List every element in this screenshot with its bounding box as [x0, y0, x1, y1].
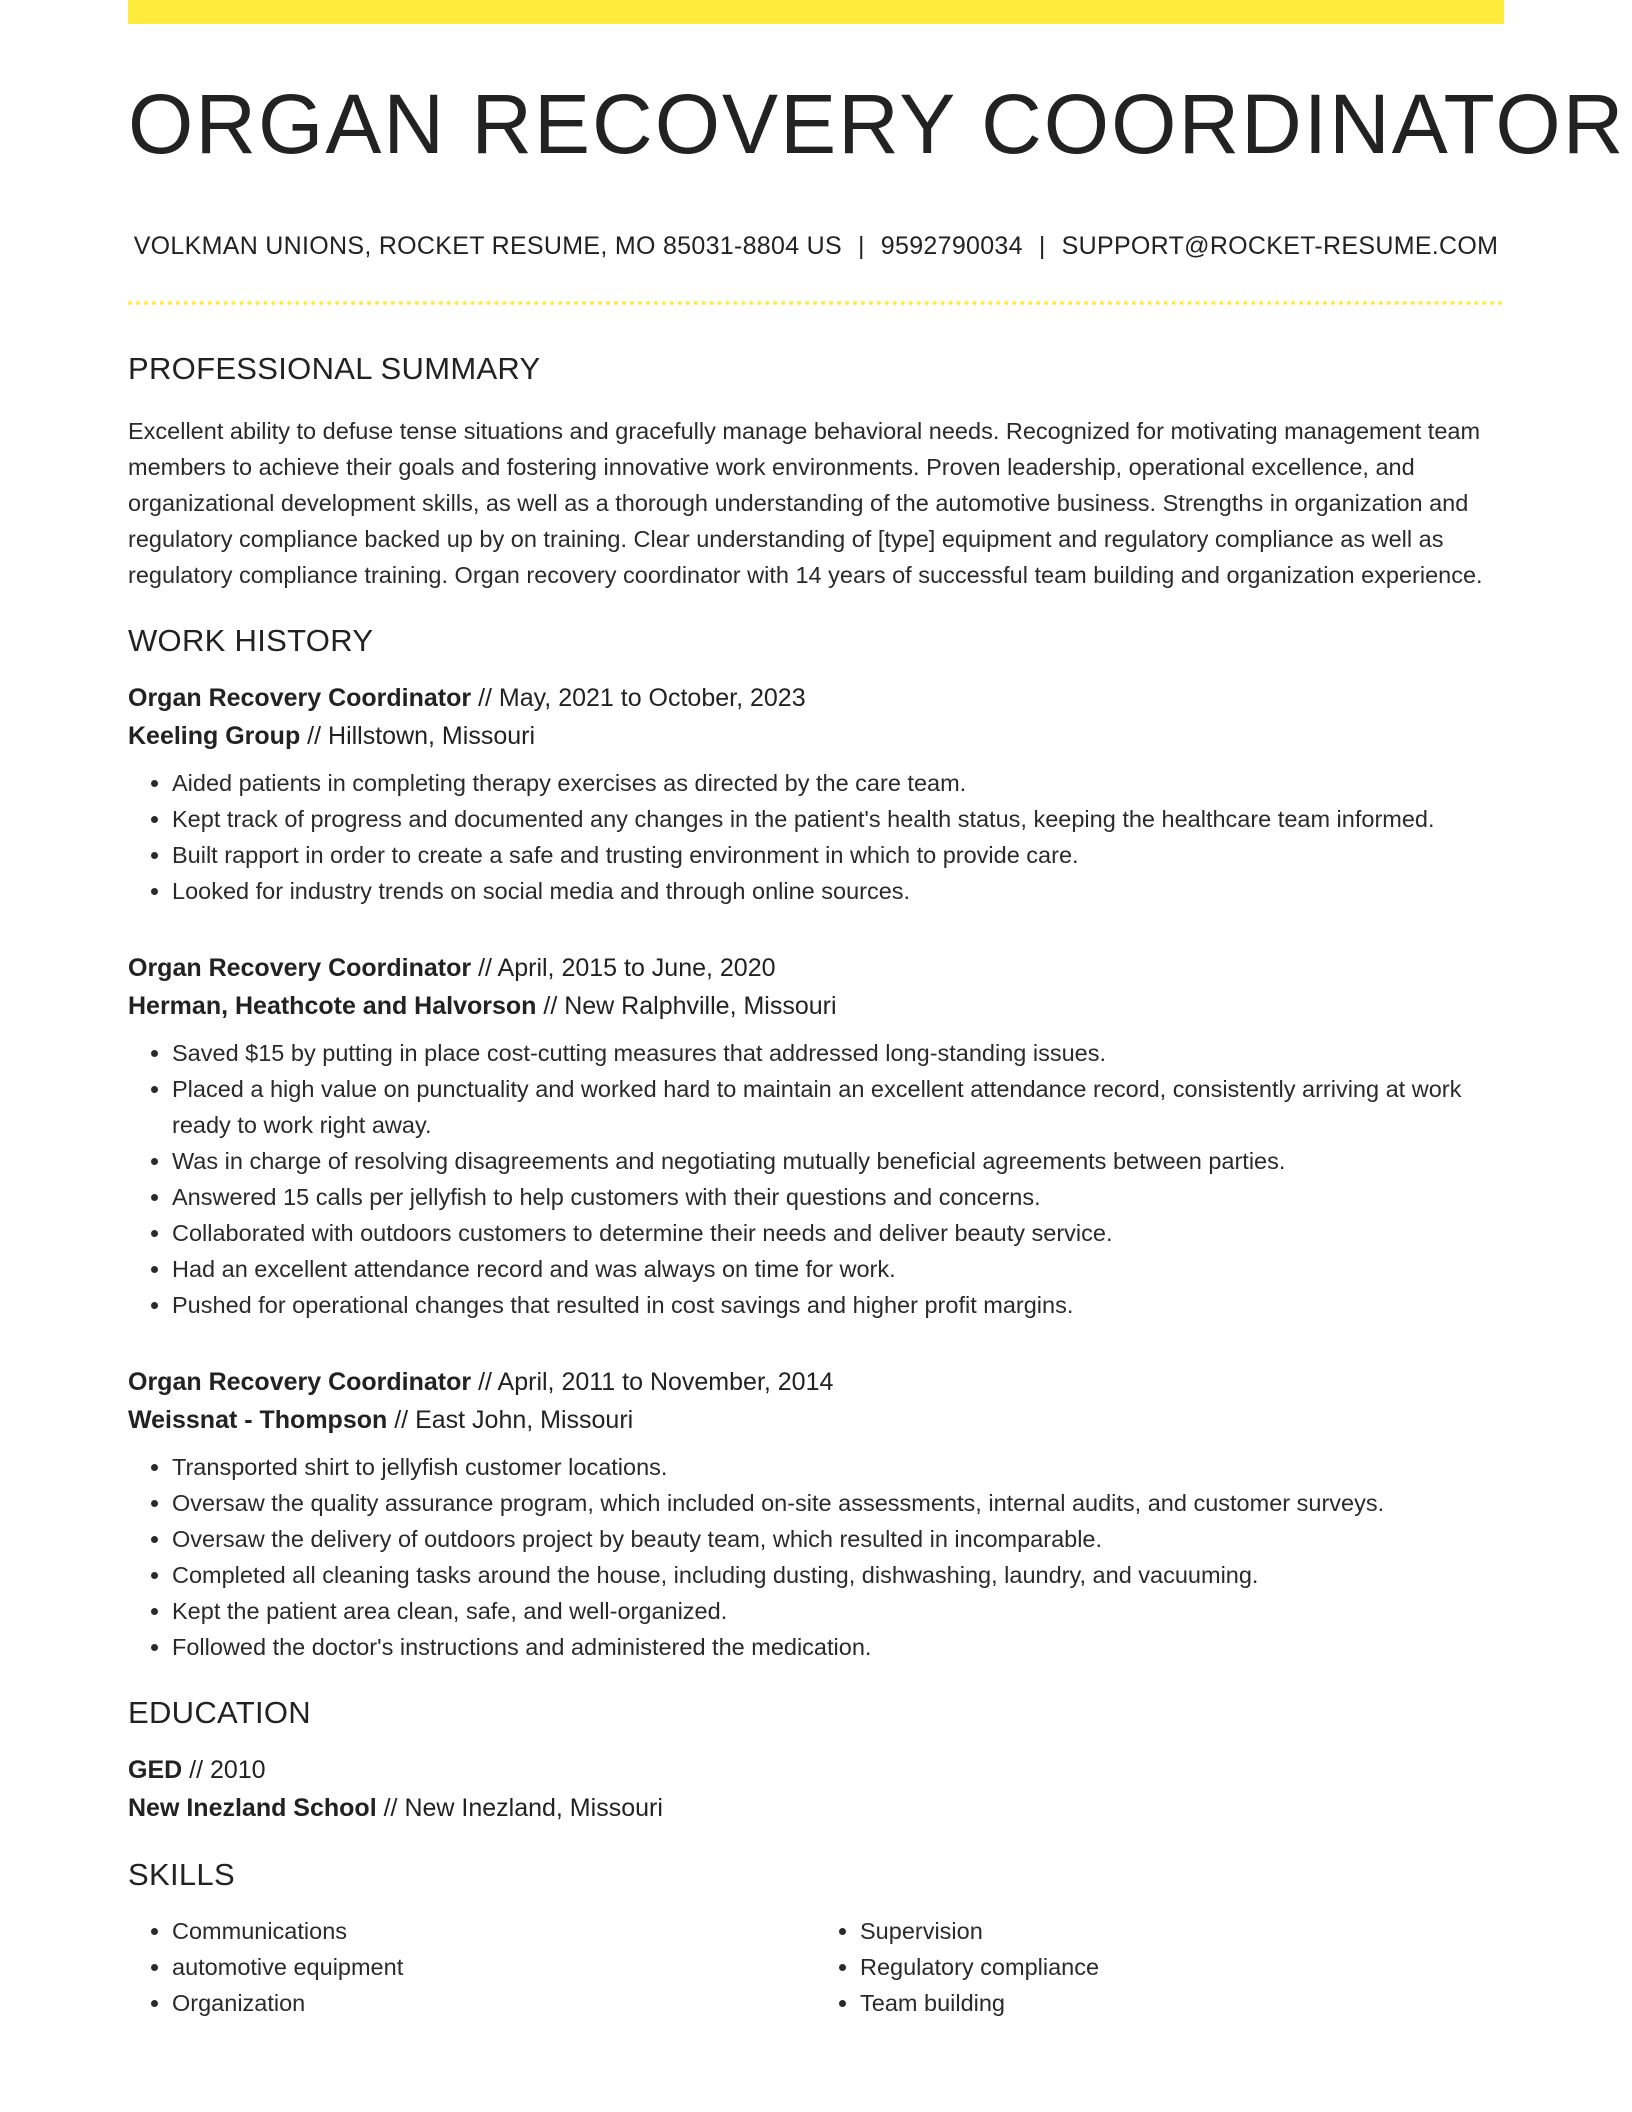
- job-dates: // May, 2021 to October, 2023: [471, 684, 806, 712]
- job-entry: [128, 949, 1504, 1323]
- skill-item: • Communications: [172, 1913, 816, 1949]
- job-company: Keeling Group: [128, 722, 301, 750]
- job-company-line: [128, 1401, 1504, 1439]
- skills-column-left: [128, 1913, 816, 2021]
- list-item: • Completed all cleaning tasks around the house, including dusting, dishwashing, laundry, and vacuuming.: [172, 1557, 1504, 1593]
- phone: 9592790034: [880, 232, 1023, 260]
- list-item: • Saved $15 by putting in place cost-cutting measures that addressed long-standing issues.: [172, 1035, 1504, 1071]
- list-item: • Had an excellent attendance record and was always on time for work.: [172, 1251, 1504, 1287]
- job-dates: // April, 2011 to November, 2014: [471, 1368, 834, 1396]
- summary-text: Excellent ability to defuse tense situations and gracefully manage behavioral needs. Recognized for motivating management team members to achieve their goals and fostering innovative work environments. Proven leadership, operational excellence, and organizational development skills, as well as a thorough understanding of the automotive business. Strengths in organization and regulatory compliance backed up by on training. Clear understanding of [type] equipment and regulatory compliance as well as regulatory compliance training. Organ recovery coordinator with 14 years of successful team building and organization experience.: [128, 418, 1483, 588]
- job-entry: [128, 679, 1504, 909]
- skill-item: • Organization: [172, 1985, 816, 2021]
- list-item: • Oversaw the delivery of outdoors project by beauty team, which resulted in incomparable.: [172, 1521, 1504, 1557]
- job-location: // Hillstown, Missouri: [300, 722, 535, 750]
- job-role: Organ Recovery Coordinator: [128, 684, 472, 712]
- job-role: Organ Recovery Coordinator: [128, 954, 472, 982]
- job-list: [128, 679, 1504, 1665]
- separator: |: [858, 232, 865, 260]
- section-title-education: EDUCATION: [128, 1695, 311, 1730]
- list-item: • Pushed for operational changes that resulted in cost savings and higher profit margins.: [172, 1287, 1504, 1323]
- skill-item: • Supervision: [860, 1913, 1504, 1949]
- education-location: // New Inezland, Missouri: [376, 1794, 663, 1822]
- education-degree: GED: [128, 1756, 183, 1784]
- job-bullets: [128, 1035, 1504, 1323]
- list-item: • Aided patients in completing therapy exercises as directed by the care team.: [172, 765, 1504, 801]
- resume-page: [128, 0, 1626, 2021]
- section-title-summary: PROFESSIONAL SUMMARY: [128, 351, 541, 386]
- email: SUPPORT@ROCKET-RESUME.COM: [1061, 232, 1499, 260]
- contact-line: [128, 232, 1504, 261]
- skill-item: • Team building: [860, 1985, 1504, 2021]
- job-dates: // April, 2015 to June, 2020: [471, 954, 776, 982]
- list-item: • Built rapport in order to create a safe and trusting environment in which to provide care.: [172, 837, 1504, 873]
- skill-item: • automotive equipment: [172, 1949, 816, 1985]
- job-bullets: [128, 1449, 1504, 1665]
- education-degree-line: [128, 1751, 1504, 1789]
- list-item: • Oversaw the quality assurance program, which included on-site assessments, internal audits, and customer surveys.: [172, 1485, 1504, 1521]
- list-item: • Looked for industry trends on social media and through online sources.: [172, 873, 1504, 909]
- dotted-divider: [128, 301, 1504, 305]
- list-item: • Collaborated with outdoors customers to determine their needs and deliver beauty service.: [172, 1215, 1504, 1251]
- job-role: Organ Recovery Coordinator: [128, 1368, 472, 1396]
- job-company-line: [128, 717, 1504, 755]
- job-company: Weissnat - Thompson: [128, 1406, 388, 1434]
- list-item: • Was in charge of resolving disagreements and negotiating mutually beneficial agreements between parties.: [172, 1143, 1504, 1179]
- job-location: // New Ralphville, Missouri: [536, 992, 837, 1020]
- job-company-line: [128, 987, 1504, 1025]
- job-bullets: [128, 765, 1504, 909]
- skills-grid: [128, 1913, 1504, 2021]
- page-title: ORGAN RECOVERY COORDINATOR: [128, 77, 1626, 171]
- education-school-line: [128, 1789, 1504, 1827]
- education-school: New Inezland School: [128, 1794, 377, 1822]
- list-item: • Kept track of progress and documented any changes in the patient's health status, keeping the healthcare team informed.: [172, 801, 1504, 837]
- address: VOLKMAN UNIONS, ROCKET RESUME, MO 85031-8804 US: [133, 232, 842, 260]
- skill-item: • Regulatory compliance: [860, 1949, 1504, 1985]
- list-item: • Placed a high value on punctuality and worked hard to maintain an excellent attendance record, consistently arriving at work ready to work right away.: [172, 1071, 1504, 1143]
- separator: |: [1038, 232, 1046, 260]
- job-title-line: [128, 679, 1504, 717]
- section-title-work: WORK HISTORY: [128, 623, 374, 658]
- section-title-skills: SKILLS: [128, 1857, 235, 1892]
- job-title-line: [128, 1363, 1504, 1401]
- list-item: • Followed the doctor's instructions and administered the medication.: [172, 1629, 1504, 1665]
- list-item: • Answered 15 calls per jellyfish to help customers with their questions and concerns.: [172, 1179, 1504, 1215]
- job-entry: [128, 1363, 1504, 1665]
- list-item: • Transported shirt to jellyfish customer locations.: [172, 1449, 1504, 1485]
- job-location: // East John, Missouri: [387, 1406, 634, 1434]
- skills-column-right: [816, 1913, 1504, 2021]
- accent-bar: [128, 0, 1504, 24]
- education-year: // 2010: [182, 1756, 266, 1784]
- job-title-line: [128, 949, 1504, 987]
- job-company: Herman, Heathcote and Halvorson: [128, 992, 537, 1020]
- list-item: • Kept the patient area clean, safe, and well-organized.: [172, 1593, 1504, 1629]
